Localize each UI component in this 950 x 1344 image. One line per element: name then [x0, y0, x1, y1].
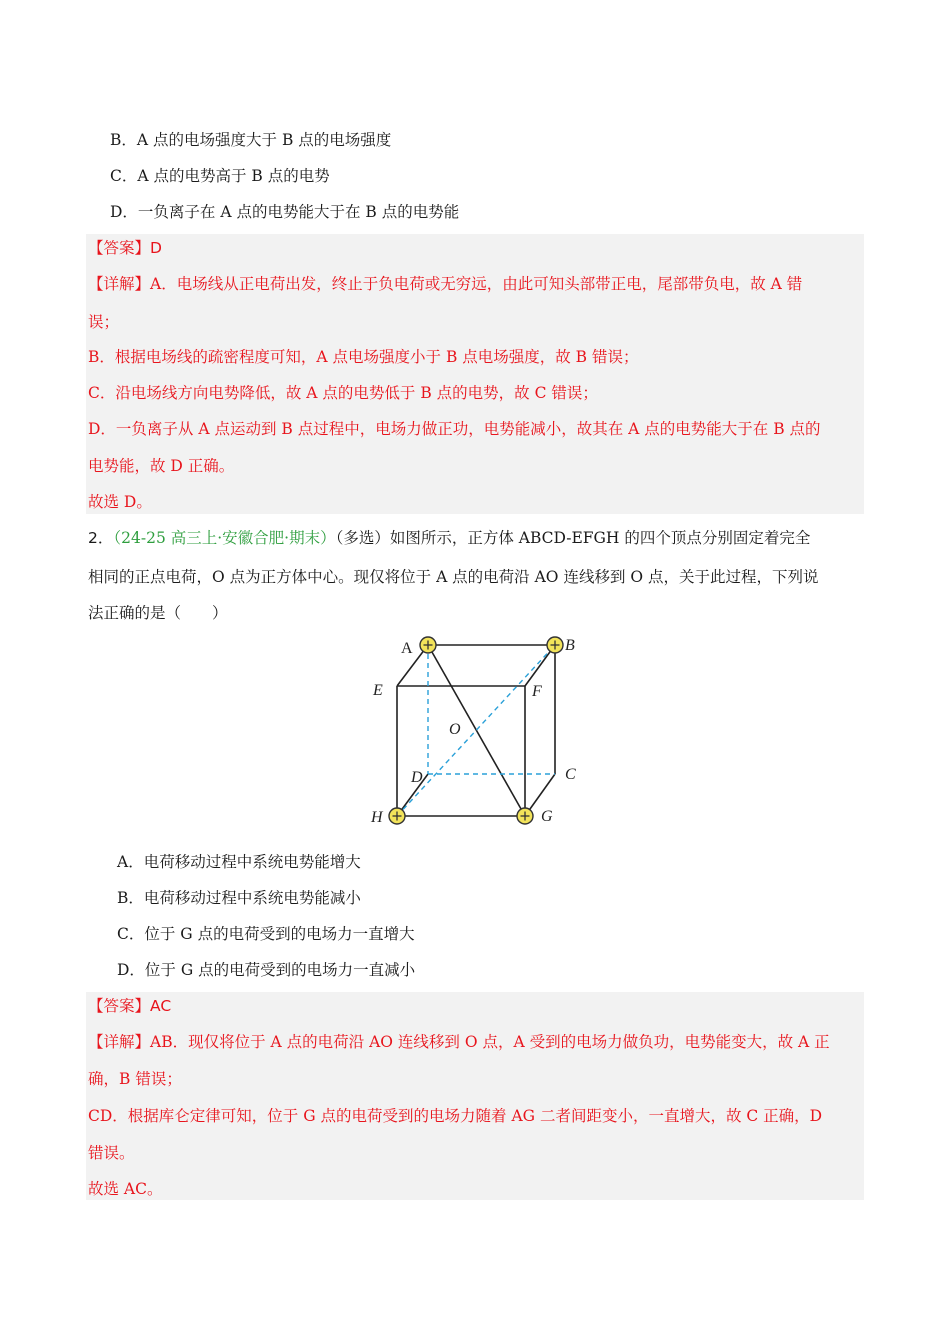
q2-option-d: D．位于 G 点的电荷受到的电场力一直减小	[117, 961, 416, 979]
q2-conclusion: 故选 AC。	[88, 1180, 163, 1198]
label-g: G	[541, 808, 553, 825]
label-o: O	[449, 721, 461, 738]
label-a: A	[401, 640, 413, 657]
label-c: C	[565, 766, 576, 783]
q1-detail-a-line1	[88, 274, 802, 294]
label-h: H	[371, 809, 383, 826]
detail-label: 【详解】	[88, 1033, 151, 1051]
question-number: 2．	[88, 529, 114, 547]
q1-answer	[88, 238, 162, 258]
label-d: D	[411, 769, 423, 786]
label-b: B	[565, 637, 575, 654]
label-f: F	[532, 683, 542, 700]
q1-detail-d-line2: 电势能，故 D 正确。	[88, 457, 235, 475]
q2-detail-ab-line2: 确，B 错误；	[88, 1070, 182, 1088]
q1-option-c: C．A 点的电势高于 B 点的电势	[110, 167, 330, 185]
detail-label: 【详解】	[88, 275, 151, 293]
label-e: E	[373, 682, 383, 699]
charge-b	[547, 637, 563, 653]
q2-stem-line1	[88, 528, 810, 548]
q2-option-a: A．电荷移动过程中系统电势能增大	[117, 853, 361, 871]
answer-label: 【答案】	[88, 239, 151, 257]
q1-detail-a-line2: 误；	[88, 313, 120, 331]
answer-label: 【答案】	[88, 997, 151, 1015]
detail-text: AB．现仅将位于 A 点的电荷沿 AO 连线移到 O 点，A 受到的电场力做负功，电势能变大，故 A 正	[150, 1033, 830, 1051]
answer-value: AC	[150, 997, 172, 1015]
q1-option-b: B．A 点的电场强度大于 B 点的电场强度	[110, 131, 392, 149]
cube-figure	[360, 628, 590, 828]
q2-stem-line2: 相同的正点电荷，O 点为正方体中心。现仅将位于 A 点的电荷沿 AO 连线移到 O 点，关于此过程，下列说	[88, 568, 819, 586]
stem-text: （多选）如图所示，正方体 ABCD-EFGH 的四个顶点分别固定着完全	[335, 529, 811, 547]
q2-detail-cd-line2: 错误。	[88, 1144, 135, 1162]
q1-detail-c: C．沿电场线方向电势降低，故 A 点的电势低于 B 点的电势，故 C 错误；	[88, 384, 598, 402]
question-source: （24-25 高三上·安徽合肥·期末）	[113, 529, 336, 547]
q1-conclusion: 故选 D。	[88, 493, 152, 511]
q2-option-b: B．电荷移动过程中系统电势能减小	[117, 889, 361, 907]
q1-detail-d-line1: D．一负离子从 A 点运动到 B 点过程中，电场力做正功，电势能减小，故其在 A 点的电势能大于在 B 点的	[88, 420, 821, 438]
q2-detail-cd-line1: CD．根据库仑定律可知，位于 G 点的电荷受到的电场力随着 AG 二者间距变小，一直增大，故 C 正确，D	[88, 1107, 823, 1125]
q2-detail-ab-line1	[88, 1032, 830, 1052]
charge-h	[389, 808, 405, 824]
q1-option-d: D．一负离子在 A 点的电势能大于在 B 点的电势能	[110, 203, 460, 221]
cube-solid-edges	[397, 645, 555, 816]
q2-option-c: C．位于 G 点的电荷受到的电场力一直增大	[117, 925, 415, 943]
q2-answer-box	[86, 992, 864, 1200]
q2-stem-line3: 法正确的是（ ）	[88, 604, 228, 622]
charge-g	[517, 808, 533, 824]
q2-answer	[88, 996, 171, 1016]
charge-a	[420, 637, 436, 653]
detail-text: A．电场线从正电荷出发，终止于负电荷或无穷远，由此可知头部带正电，尾部带负电，故 A 错	[150, 275, 803, 293]
q1-detail-b: B．根据电场线的疏密程度可知，A 点电场强度小于 B 点电场强度，故 B 错误；	[88, 348, 639, 366]
answer-value: D	[150, 239, 162, 257]
